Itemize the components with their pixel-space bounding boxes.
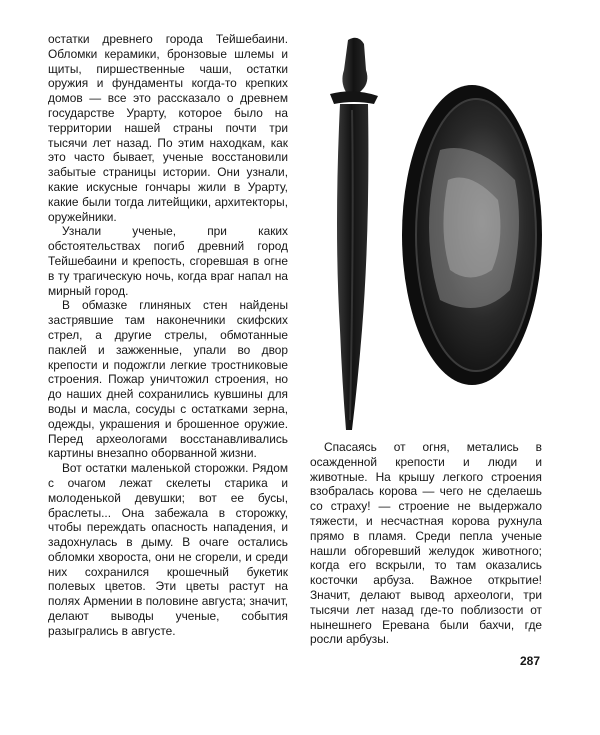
shield-image [402,85,542,385]
right-text-column [310,440,542,647]
paragraph-4: Вот остатки маленькой сторожки. Рядом с очагом лежат скелеты старика и молоденькой девушки; вот ее бусы, браслеты... Она забежала в сторожку, чтобы переждать опасность нападения, и задохнулась в дыму. В очаге остались обломки хвороста, они не сгорели, и среди них сохранился крошечный букетик полевых цветов. Эти цветы растут на полях Армении в половине августа; значит, делают выводы ученые, события разыгрались в августе. [48,461,288,638]
archaeology-illustration [300,30,550,440]
paragraph-3: В обмазке глиняных стен найдены застрявшие там наконечники скифских стрел, а другие стрелы, обмотанные паклей и зажженные, упали во двор крепости и подожгли легкие тростниковые строения. Пожар уничтожил строения, но до наших дней сохранились кувшины для воды и масла, сосуды с остатками зерна, одежды, украшения и брошенное оружие. Перед археологами восстанавливались картины внезапно оборванной жизни. [48,298,288,461]
paragraph-5: Спасаясь от огня, метались в осажденной крепости и люди и животные. На крышу легкого строения взобралась корова — чего не сделаешь со страху! — строение не выдержало тяжести, и несчастная корова рухнула прямо в пламя. Среди пепла ученые нашли обгоревший желудок животного; когда его вскрыли, то там оказались косточки арбуза. Важное открытие! Значит, делают вывод археологи, три тысячи лет назад где-то поблизости от нынешнего Еревана были бахчи, где росли арбузы. [310,440,542,647]
page-number: 287 [520,654,541,668]
paragraph-1: остатки древнего города Тейшебаини. Обломки керамики, бронзовые шлемы и щиты, пиршественные чаши, остатки оружия и фундаменты когда-то крепких домов — все это рассказало о древнем государстве Урарту, которое было на территории нашей страны почти три тысячи лет назад. По этим находкам, как это часто бывает, ученые восстановили забытые страницы истории. Они узнали, какие искусные гончары жили в Урарту, какие были тогда литейщики, архитекторы, оружейники. [48,32,288,224]
sword-image [330,38,378,430]
paragraph-2: Узнали ученые, при каких обстоятельствах погиб древний город Тейшебаини и крепость, сгоревшая в огне в ту трагическую ночь, когда враг напал на мирный город. [48,224,288,298]
left-text-column [48,32,288,639]
